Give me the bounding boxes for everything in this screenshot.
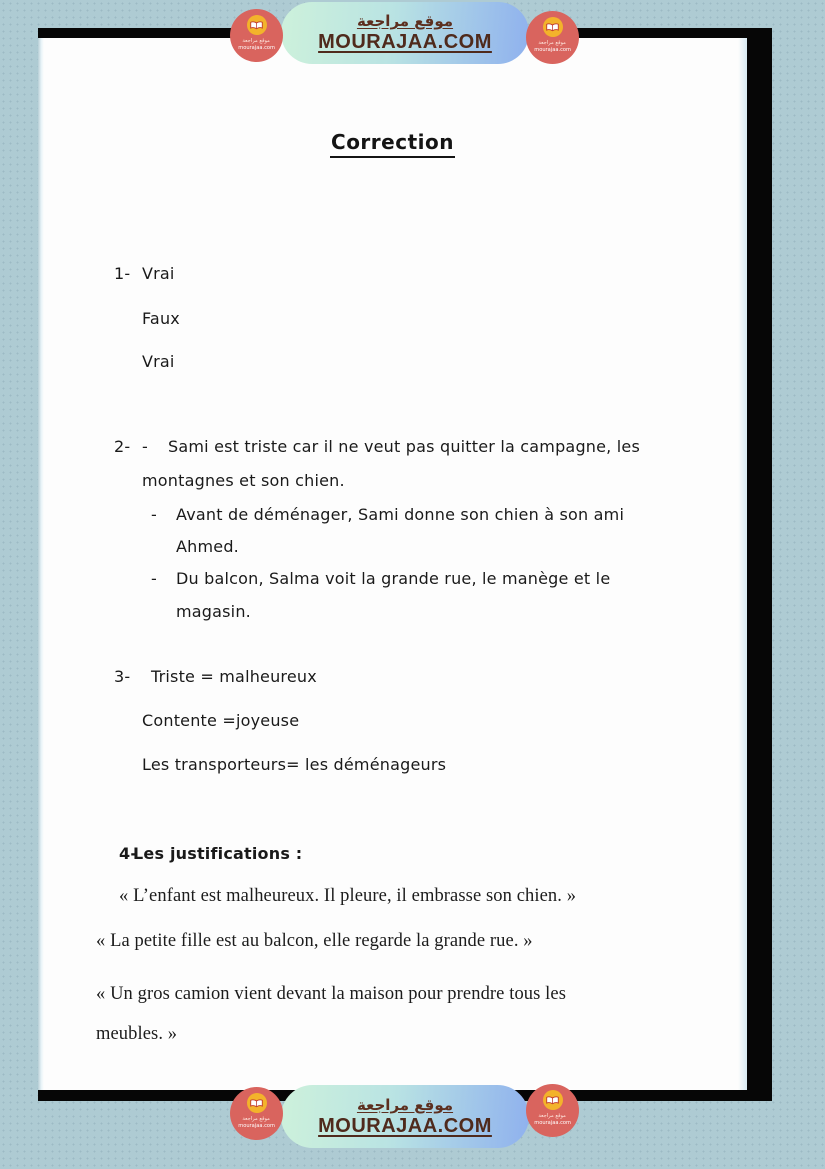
badge-domain-text: mourajaa.com bbox=[534, 1119, 571, 1126]
open-book-icon bbox=[247, 1093, 267, 1113]
q2-bullet-line: magasin. bbox=[176, 602, 251, 621]
badge-domain-text: mourajaa.com bbox=[238, 44, 275, 51]
open-book-icon bbox=[247, 15, 267, 35]
q1-answer-line: Faux bbox=[142, 309, 180, 328]
site-logo-badge bbox=[526, 11, 579, 64]
open-book-icon bbox=[543, 1090, 563, 1110]
q1-answer-line: 1- Vrai bbox=[114, 264, 175, 283]
site-logo-badge bbox=[230, 1087, 283, 1140]
q4-quote-line: meubles. » bbox=[96, 1024, 178, 1044]
site-url-link[interactable]: MOURAJAA.COM bbox=[318, 31, 492, 53]
q2-number: 2- bbox=[114, 437, 131, 456]
site-logo-badge bbox=[526, 1084, 579, 1137]
bullet-dash: - bbox=[151, 569, 157, 588]
q3-answer-line: Contente =joyeuse bbox=[142, 711, 300, 730]
q2-bullet-line: montagnes et son chien. bbox=[142, 471, 345, 490]
q4-quote-line: « L’enfant est malheureux. Il pleure, il embrasse son chien. » bbox=[119, 886, 577, 906]
badge-arabic-text: موقع مراجعة bbox=[538, 1112, 567, 1119]
badge-arabic-text: موقع مراجعة bbox=[242, 37, 271, 44]
site-title-arabic-link[interactable]: موقع مراجعة bbox=[356, 1095, 454, 1114]
bullet-dash: - bbox=[142, 437, 148, 456]
q3-number: 3- bbox=[114, 667, 131, 686]
q4-quote-line: « Un gros camion vient devant la maison pour prendre tous les bbox=[96, 984, 567, 1004]
open-book-icon bbox=[543, 17, 563, 37]
document-page bbox=[38, 38, 747, 1090]
q2-bullet-line: Ahmed. bbox=[176, 537, 239, 556]
badge-domain-text: mourajaa.com bbox=[238, 1122, 275, 1129]
q2-bullet-line: - Du balcon, Salma voit la grande rue, le manège et le bbox=[151, 569, 611, 588]
footer-banner-pill bbox=[281, 1085, 529, 1148]
page-title: Correction bbox=[38, 130, 747, 154]
badge-domain-text: mourajaa.com bbox=[534, 46, 571, 53]
site-logo-badge bbox=[230, 9, 283, 62]
q3-answer-line: Les transporteurs= les déménageurs bbox=[142, 755, 447, 774]
bullet-dash: - bbox=[151, 505, 157, 524]
badge-arabic-text: موقع مراجعة bbox=[538, 39, 567, 46]
q1-answer-line: Vrai bbox=[142, 352, 175, 371]
q2-bullet-line: 2- - Sami est triste car il ne veut pas quitter la campagne, les bbox=[114, 437, 640, 456]
site-url-link[interactable]: MOURAJAA.COM bbox=[318, 1114, 492, 1137]
site-title-arabic-link[interactable]: موقع مراجعة bbox=[356, 12, 454, 30]
q2-bullet-line: - Avant de déménager, Sami donne son chien à son ami bbox=[151, 505, 625, 524]
q4-heading: 4-Les justifications : bbox=[119, 844, 303, 863]
scanned-document-frame bbox=[38, 28, 772, 1101]
q3-answer-line: 3- Triste = malheureux bbox=[114, 667, 317, 686]
q1-number: 1- bbox=[114, 264, 131, 283]
q4-number: 4- bbox=[119, 844, 138, 863]
q4-quote-line: « La petite fille est au balcon, elle regarde la grande rue. » bbox=[96, 931, 533, 951]
header-banner-pill bbox=[281, 2, 529, 64]
badge-arabic-text: موقع مراجعة bbox=[242, 1115, 271, 1122]
